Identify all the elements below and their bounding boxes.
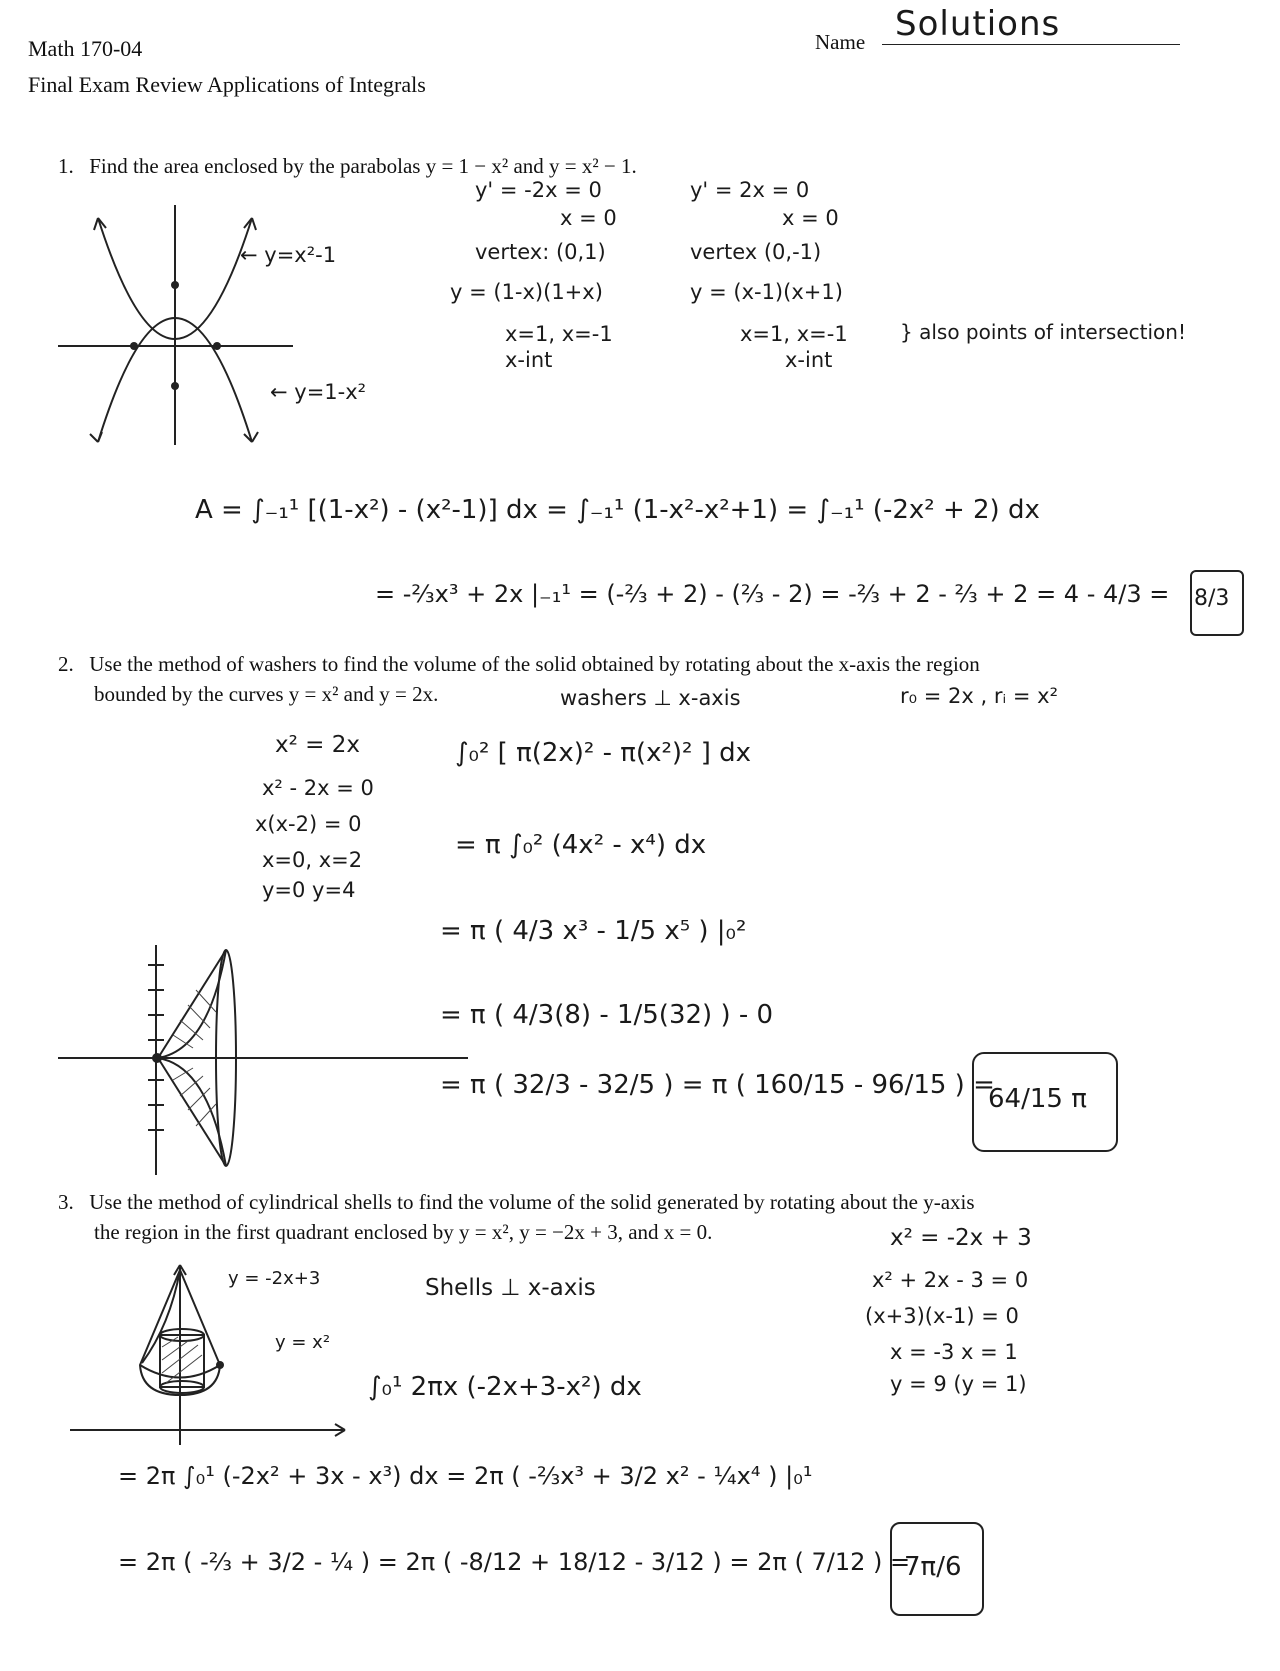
problem-1-text: Find the area enclosed by the parabolas y = 1 − x² and y = x² − 1. [89,154,637,178]
p1-integral: A = ∫₋₁¹ [(1-x²) - (x²-1)] dx = ∫₋₁¹ (1-x²-x²+1) = ∫₋₁¹ (-2x² + 2) dx [195,495,1040,525]
p1-right-work-5: x=1, x=-1 [740,322,848,346]
p2-left-work-5: y=0 y=4 [262,878,356,902]
p2-step-1: ∫₀² [ π(2x)² - π(x²)² ] dx [455,738,752,768]
problem-1-number: 1. [58,154,74,178]
p1-right-work-6: x-int [785,348,833,372]
p2-left-work-4: x=0, x=2 [262,848,363,872]
p3-line-1: = 2π ∫₀¹ (-2x² + 3x - x³) dx = 2π ( -⅔x³ + 3/2 x² - ¼x⁴ ) |₀¹ [118,1462,813,1490]
p3-setup: ∫₀¹ 2πx (-2x+3-x²) dx [368,1372,642,1402]
problem-1-statement [58,152,1188,180]
p2-washers-note: washers ⊥ x-axis [560,686,741,710]
problem-2-statement [58,650,1188,678]
problem-3-number: 3. [58,1190,74,1214]
p3-answer: 7π/6 [904,1552,962,1582]
p1-right-work-4: y = (x-1)(x+1) [690,280,843,304]
problem-3-statement-cont [94,1218,712,1246]
problem-3-statement [58,1188,1188,1216]
p3-shells-note: Shells ⊥ x-axis [425,1275,596,1301]
problem-1-graph [58,200,348,470]
p2-left-work-1: x² = 2x [275,732,360,758]
p3-right-work-3: (x+3)(x-1) = 0 [865,1304,1019,1328]
p2-step-2: = π ∫₀² (4x² - x⁴) dx [455,830,707,860]
p3-label-line: y = -2x+3 [228,1268,321,1289]
p3-right-work-4: x = -3 x = 1 [890,1340,1018,1364]
course-title: Math 170-04 [28,36,143,61]
p1-answer: 8/3 [1194,586,1230,611]
p1-left-work-6: x-int [505,348,553,372]
p2-left-work-2: x² - 2x = 0 [262,776,374,800]
problem-2-text: Use the method of washers to find the volume of the solid obtained by rotating about the x-axis the region [89,652,980,676]
p1-answer-box [1190,570,1244,636]
p1-label-lower: ← y=1-x² [270,380,367,404]
p1-right-work-3: vertex (0,-1) [690,240,822,264]
problem-3-text-2: the region in the first quadrant enclosed by y = x², y = −2x + 3, and x = 0. [94,1220,713,1244]
p1-left-work-2: x = 0 [560,206,617,230]
p1-left-work-1: y' = -2x = 0 [475,178,602,202]
p1-right-work-1: y' = 2x = 0 [690,178,810,202]
p3-right-work-5: y = 9 (y = 1) [890,1372,1027,1396]
p2-left-work-3: x(x-2) = 0 [255,812,362,836]
p3-right-work-1: x² = -2x + 3 [890,1225,1032,1251]
p3-label-curve: y = x² [275,1332,331,1353]
problem-2-number: 2. [58,652,74,676]
p1-intersection-note: } also points of intersection! [900,320,1186,344]
p1-evaluation: = -⅔x³ + 2x |₋₁¹ = (-⅔ + 2) - (⅔ - 2) = -⅔ + 2 - ⅔ + 2 = 4 - 4/3 = [375,580,1170,608]
page-subtitle: Final Exam Review Applications of Integrals [28,72,426,97]
p2-answer: 64/15 π [988,1084,1087,1114]
p1-right-work-2: x = 0 [782,206,839,230]
problem-2-text-2: bounded by the curves y = x² and y = 2x. [94,682,439,706]
p2-answer-box [972,1052,1118,1152]
name-value: Solutions [895,4,1061,44]
p1-left-work-3: vertex: (0,1) [475,240,606,264]
p2-step-5: = π ( 32/3 - 32/5 ) = π ( 160/15 - 96/15 ) = [440,1070,995,1100]
problem-2-graph [58,940,478,1180]
problem-3-text: Use the method of cylindrical shells to find the volume of the solid generated by rotating about the y-axis [89,1190,975,1214]
p2-step-3: = π ( 4/3 x³ - 1/5 x⁵ ) |₀² [440,916,747,946]
p1-left-work-5: x=1, x=-1 [505,322,613,346]
p1-label-upper: ← y=x²-1 [240,243,337,267]
p3-line-2: = 2π ( -⅔ + 3/2 - ¼ ) = 2π ( -8/12 + 18/12 - 3/12 ) = 2π ( 7/12 ) = [118,1548,911,1576]
p3-answer-box [890,1522,984,1616]
name-underline [882,44,1180,45]
p2-step-4: = π ( 4/3(8) - 1/5(32) ) - 0 [440,1000,774,1030]
problem-3-graph [70,1265,360,1455]
problem-2-statement-cont [94,680,438,708]
p3-right-work-2: x² + 2x - 3 = 0 [872,1268,1029,1292]
p2-radii: r₀ = 2x , rᵢ = x² [900,684,1058,708]
p1-left-work-4: y = (1-x)(1+x) [450,280,603,304]
name-label: Name [815,30,866,54]
